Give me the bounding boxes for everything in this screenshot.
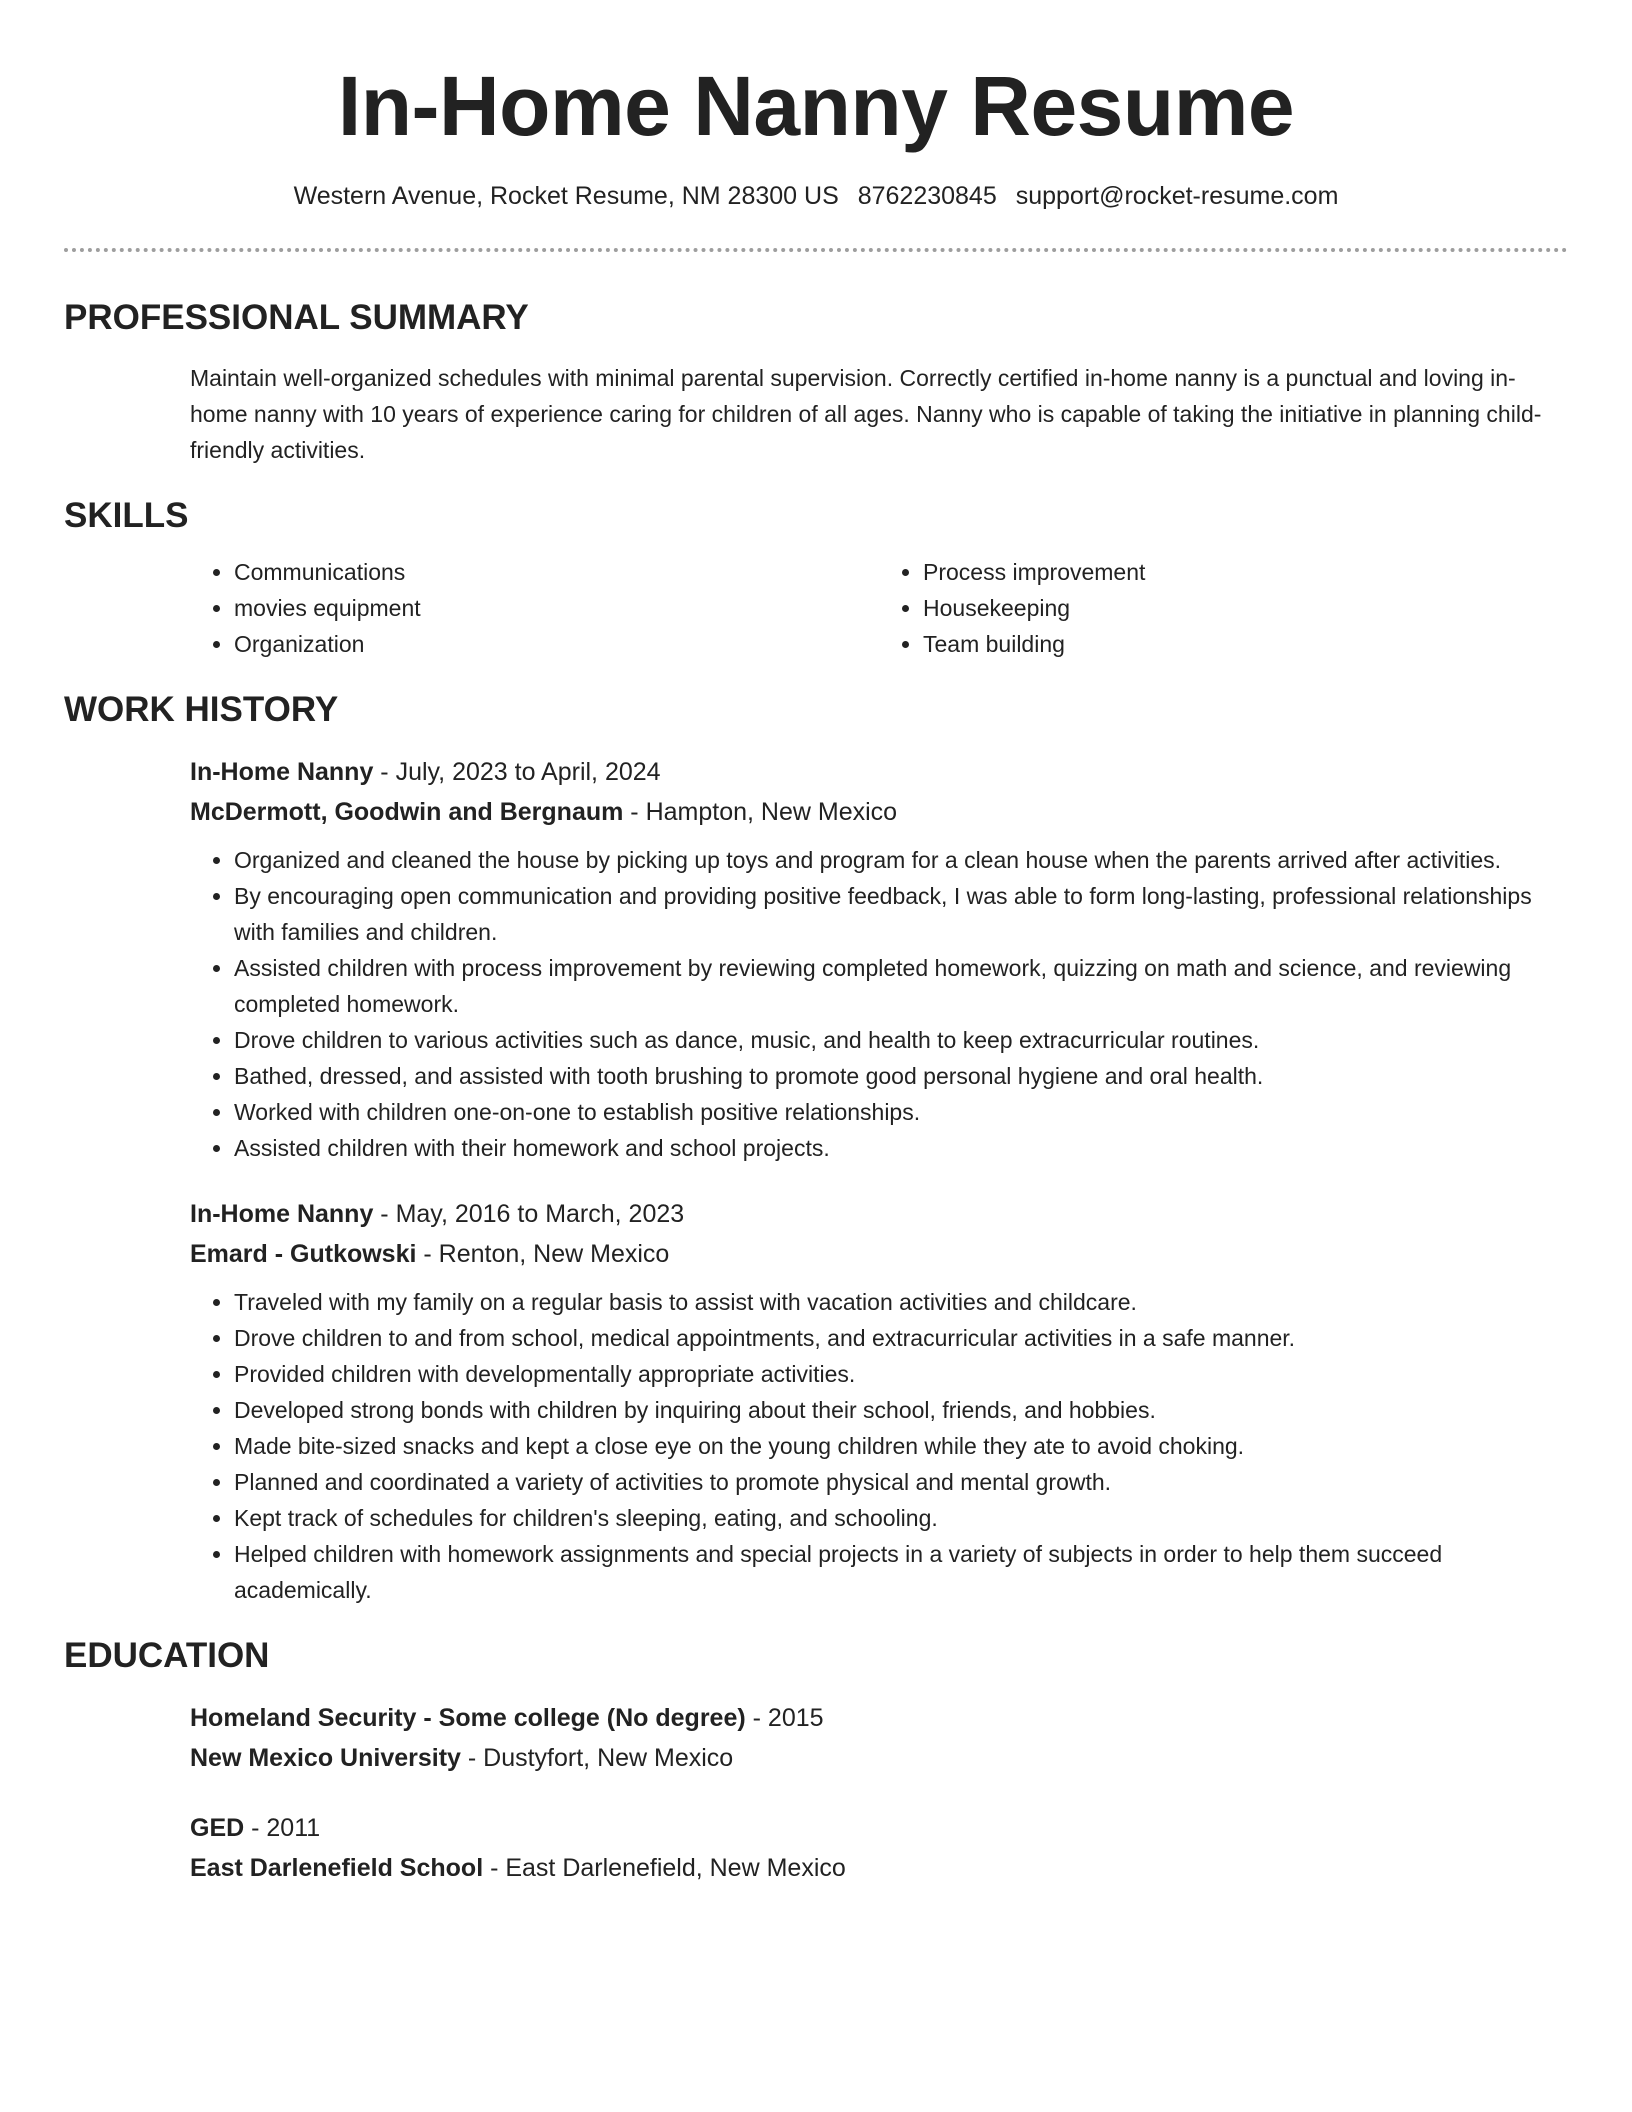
job-bullet: • Provided children with developmentally appropriate activities. (234, 1356, 1568, 1392)
job-location: - Renton, New Mexico (416, 1240, 670, 1268)
education-school: New Mexico University (190, 1744, 461, 1772)
contact-phone: 8762230845 (857, 182, 997, 210)
work-section (64, 688, 1568, 1608)
skills-list (190, 554, 1568, 662)
skill-item: • Communications (234, 554, 879, 590)
education-school-line (190, 1738, 1568, 1778)
work-heading: WORK HISTORY (64, 690, 339, 729)
education-entry (190, 1808, 1568, 1888)
job-bullet: • Developed strong bonds with children by inquiring about their school, friends, and hobbies. (234, 1392, 1568, 1428)
education-degree-line (190, 1698, 1568, 1738)
job-bullet: • Planned and coordinated a variety of activities to promote physical and mental growth. (234, 1464, 1568, 1500)
education-year: - 2011 (244, 1814, 321, 1842)
contact-line (64, 180, 1568, 212)
education-degree: Homeland Security - Some college (No degree) (190, 1704, 746, 1732)
skill-item: • Process improvement (923, 554, 1568, 590)
skill-item: • Organization (234, 626, 879, 662)
job-bullet: • Traveled with my family on a regular basis to assist with vacation activities and childcare. (234, 1284, 1568, 1320)
education-degree-line (190, 1808, 1568, 1848)
skill-item: • Housekeeping (923, 590, 1568, 626)
summary-heading: PROFESSIONAL SUMMARY (64, 298, 529, 337)
education-section (64, 1634, 1568, 1888)
skills-column-left (190, 554, 879, 662)
job-bullet: • Kept track of schedules for children's sleeping, eating, and schooling. (234, 1500, 1568, 1536)
job-dates: - May, 2016 to March, 2023 (373, 1200, 685, 1228)
resume-page (64, 0, 1568, 1888)
contact-address: Western Avenue, Rocket Resume, NM 28300 US (293, 182, 839, 210)
education-school: East Darlenefield School (190, 1854, 484, 1882)
job-bullet: • Helped children with homework assignments and special projects in a variety of subjects in order to help them succeed academically. (234, 1536, 1568, 1608)
job-title-line (190, 1194, 1568, 1234)
education-degree: GED (190, 1814, 245, 1842)
education-location: - East Darlenefield, New Mexico (483, 1854, 846, 1882)
job-bullet: • Organized and cleaned the house by picking up toys and program for a clean house when the parents arrived after activities. (234, 842, 1568, 878)
skills-column-right (879, 554, 1568, 662)
job-company-line (190, 792, 1568, 832)
education-year: - 2015 (745, 1704, 824, 1732)
job-bullet: • Assisted children with process improvement by reviewing completed homework, quizzing on math and science, and reviewing completed homework. (234, 950, 1568, 1022)
skills-heading: SKILLS (64, 496, 189, 535)
job-entry (190, 1194, 1568, 1608)
job-bullets (190, 842, 1568, 1166)
job-title: In-Home Nanny (190, 1200, 374, 1228)
education-school-line (190, 1848, 1568, 1888)
contact-email: support@rocket-resume.com (1015, 182, 1339, 210)
summary-text: Maintain well-organized schedules with minimal parental supervision. Correctly certified in-home nanny is a punctual and loving in-home nanny with 10 years of experience caring for children of all ages. Nanny who is capable of taking the initiative in planning child-friendly activities. (190, 365, 1542, 463)
job-bullet: • Assisted children with their homework and school projects. (234, 1130, 1568, 1166)
job-bullets (190, 1284, 1568, 1608)
job-company-line (190, 1234, 1568, 1274)
job-entry (190, 752, 1568, 1166)
job-location: - Hampton, New Mexico (623, 798, 898, 826)
skill-item: • Team building (923, 626, 1568, 662)
job-company: Emard - Gutkowski (190, 1240, 417, 1268)
skill-item: • movies equipment (234, 590, 879, 626)
job-bullet: • Made bite-sized snacks and kept a close eye on the young children while they ate to avoid choking. (234, 1428, 1568, 1464)
resume-title: In-Home Nanny Resume (337, 59, 1295, 153)
summary-section (64, 296, 1568, 468)
job-dates: - July, 2023 to April, 2024 (373, 758, 661, 786)
job-bullet: • Worked with children one-on-one to establish positive relationships. (234, 1094, 1568, 1130)
job-bullet: • Bathed, dressed, and assisted with tooth brushing to promote good personal hygiene and oral health. (234, 1058, 1568, 1094)
job-title: In-Home Nanny (190, 758, 374, 786)
job-bullet: • Drove children to and from school, medical appointments, and extracurricular activities in a safe manner. (234, 1320, 1568, 1356)
job-title-line (190, 752, 1568, 792)
job-bullet: • Drove children to various activities such as dance, music, and health to keep extracurricular routines. (234, 1022, 1568, 1058)
job-company: McDermott, Goodwin and Bergnaum (190, 798, 624, 826)
education-heading: EDUCATION (64, 1636, 270, 1675)
education-entry (190, 1698, 1568, 1778)
header-divider (64, 248, 1568, 252)
job-bullet: • By encouraging open communication and providing positive feedback, I was able to form long-lasting, professional relationships with families and children. (234, 878, 1568, 950)
skills-section (64, 494, 1568, 662)
education-location: - Dustyfort, New Mexico (460, 1744, 734, 1772)
